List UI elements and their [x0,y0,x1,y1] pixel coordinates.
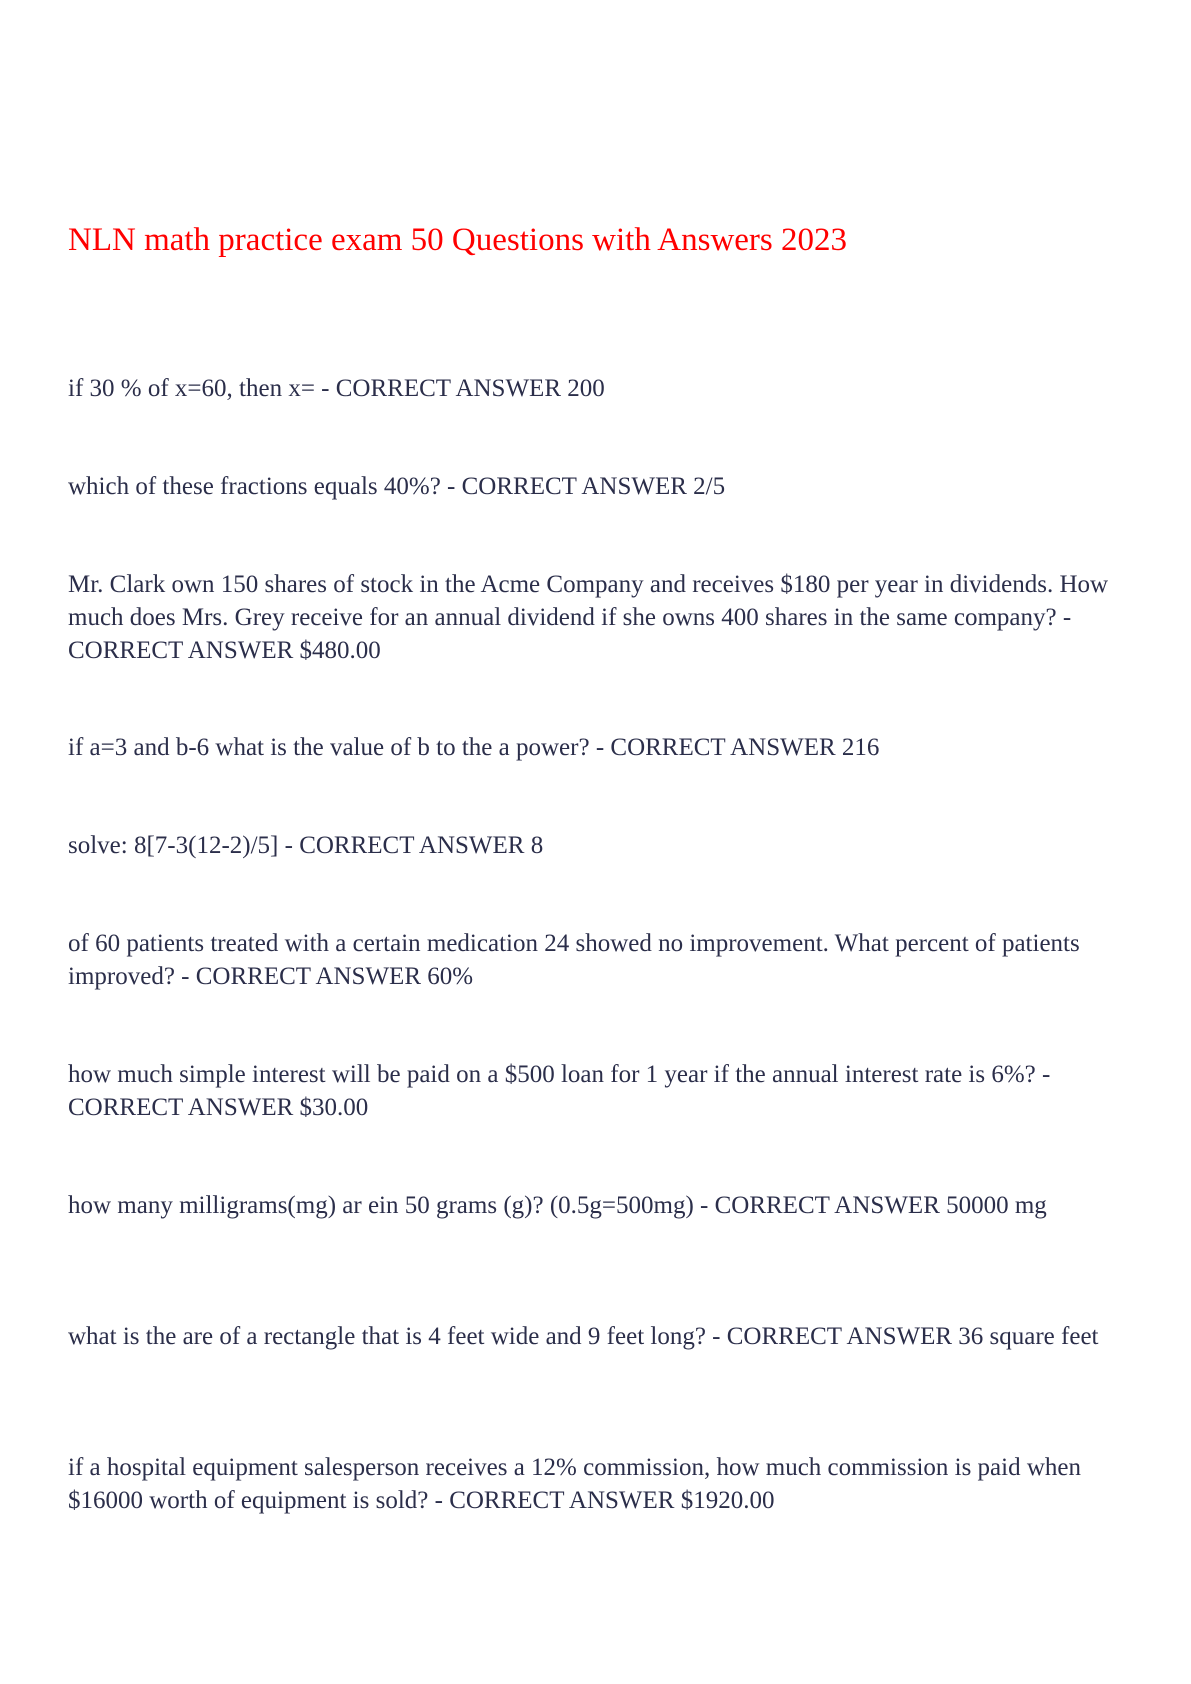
qa-item-4: if a=3 and b-6 what is the value of b to the a power? - CORRECT ANSWER 216 [68,734,880,761]
qa-item-6: of 60 patients treated with a certain medication 24 showed no improvement. What percent of patients improved? - CORRECT ANSWER 60% [68,930,1080,990]
qa-item-8: how many milligrams(mg) ar ein 50 grams (g)? (0.5g=500mg) - CORRECT ANSWER 50000 mg [68,1192,1047,1219]
qa-item-1: if 30 % of x=60, then x= - CORRECT ANSWER 200 [68,375,605,402]
qa-item-7: how much simple interest will be paid on a $500 loan for 1 year if the annual interest rate is 6%? - CORRECT ANSWER $30.00 [68,1061,1051,1121]
document-title: NLN math practice exam 50 Questions with Answers 2023 [68,222,848,258]
qa-item-5: solve: 8[7-3(12-2)/5] - CORRECT ANSWER 8 [68,832,544,859]
qa-item-3: Mr. Clark own 150 shares of stock in the Acme Company and receives $180 per year in dividends. How much does Mrs. Grey receive for an annual dividend if she owns 400 shares in the same company? - CORRECT ANSWER $480.00 [68,571,1109,664]
qa-item-10: if a hospital equipment salesperson receives a 12% commission, how much commission is paid when $16000 worth of equipment is sold? - CORRECT ANSWER $1920.00 [68,1454,1082,1514]
qa-item-2: which of these fractions equals 40%? - CORRECT ANSWER 2/5 [68,473,726,500]
qa-item-9: what is the are of a rectangle that is 4 feet wide and 9 feet long? - CORRECT ANSWER 36 square feet [68,1323,1099,1350]
